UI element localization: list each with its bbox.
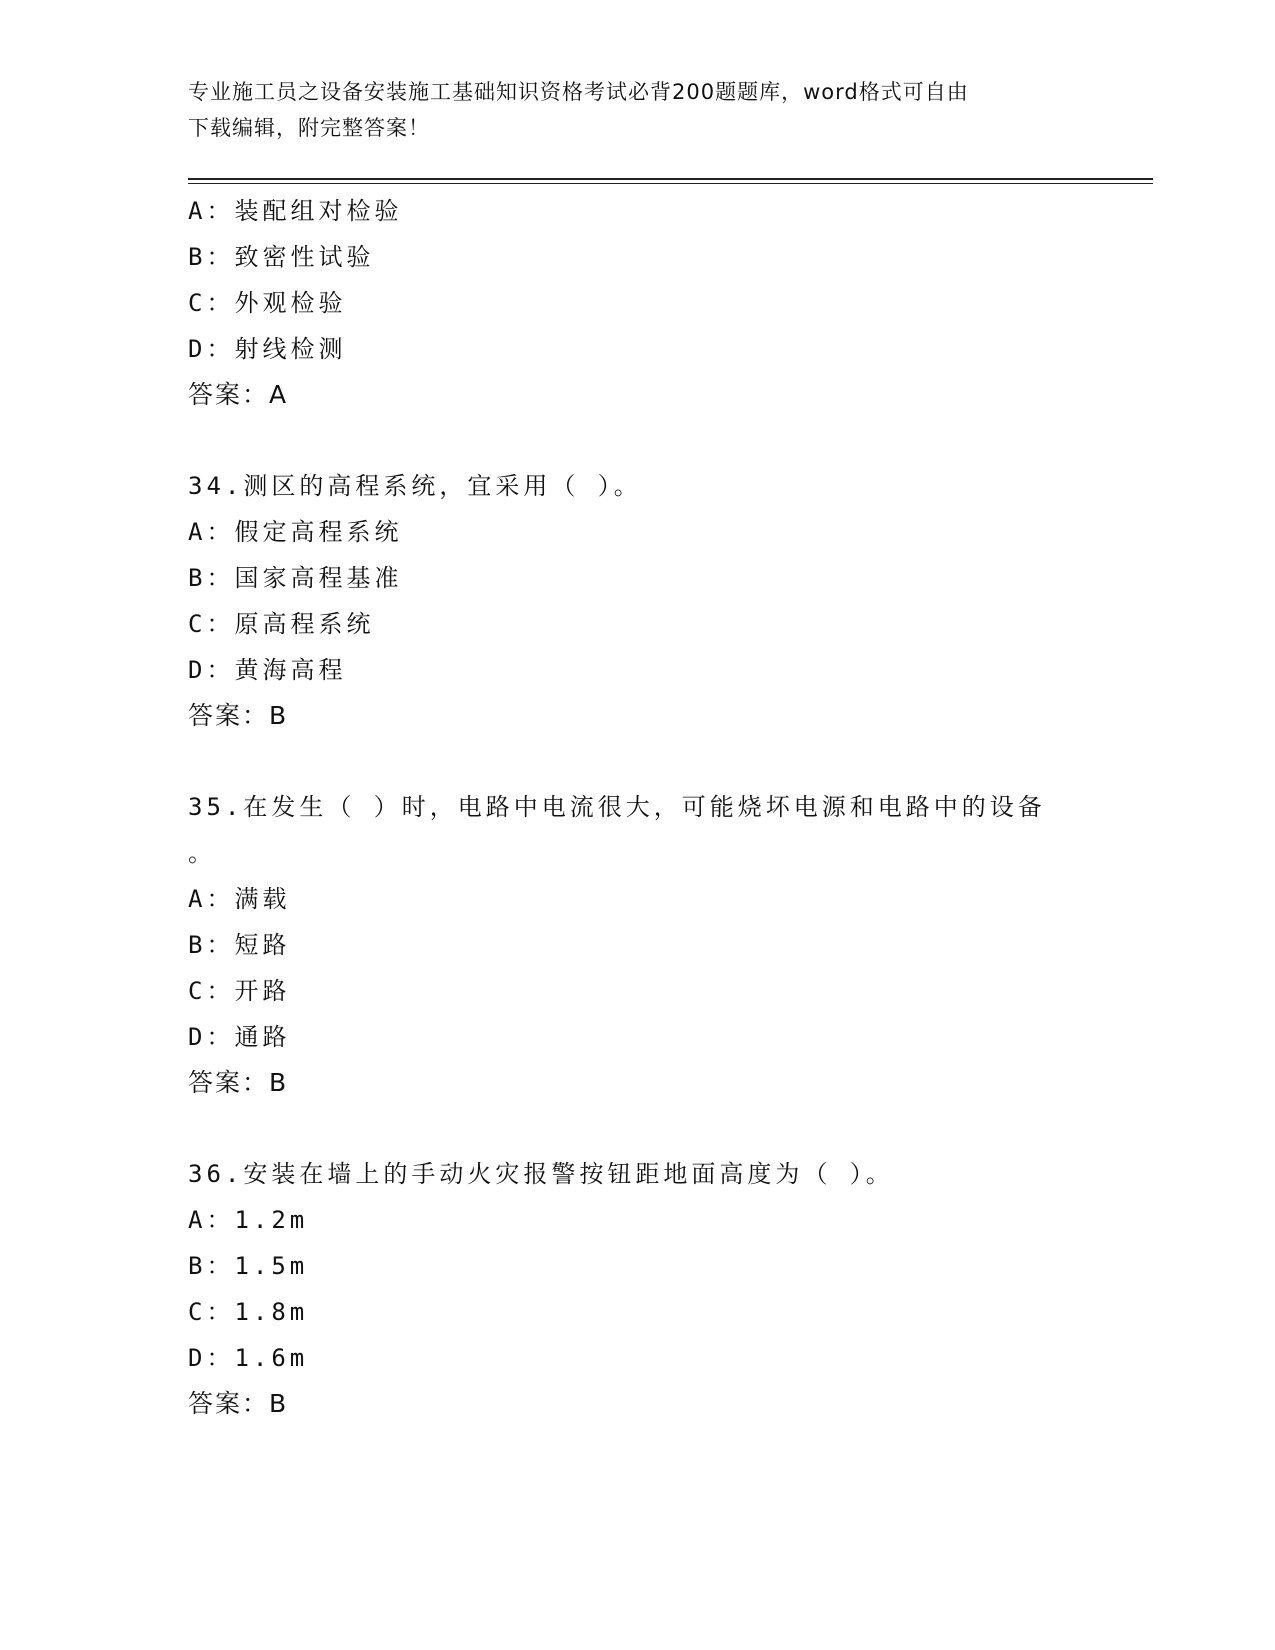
option-b: B：1.5m: [188, 1252, 309, 1280]
answer-line: 答案：B: [188, 1389, 289, 1418]
option-c: C：开路: [188, 977, 291, 1005]
option-c: C：外观检验: [188, 289, 347, 317]
option-d: D：通路: [188, 1023, 291, 1051]
option-c: C：1.8m: [188, 1298, 309, 1326]
option-d: D：射线检测: [188, 335, 347, 363]
option-a: A：满载: [188, 885, 291, 913]
header-divider-thin: [188, 183, 1153, 184]
question-block-35: [188, 784, 1148, 1106]
option-d: D：1.6m: [188, 1344, 309, 1372]
option-a: A：1.2m: [188, 1206, 309, 1234]
question-text: 36.安装在墙上的手动火灾报警按钮距地面高度为（ ）。: [188, 1160, 894, 1188]
option-a: A：装配组对检验: [188, 197, 403, 225]
option-b: B：短路: [188, 931, 291, 959]
option-b: B：致密性试验: [188, 243, 375, 271]
option-b: B：国家高程基准: [188, 564, 403, 592]
answer-line: 答案：A: [188, 380, 289, 409]
question-list: [188, 188, 1148, 1427]
question-block-36: [188, 1151, 1148, 1427]
question-text: [188, 784, 1058, 876]
header-title-line-2: 下载编辑，附完整答案！: [188, 116, 430, 140]
answer-line: 答案：B: [188, 1068, 289, 1097]
header-divider-thick: [188, 178, 1153, 180]
question-block-33: [188, 188, 1148, 418]
option-d: D：黄海高程: [188, 656, 347, 684]
question-text: 34.测区的高程系统，宜采用（ ）。: [188, 472, 642, 500]
answer-line: 答案：B: [188, 701, 289, 730]
option-c: C：原高程系统: [188, 610, 375, 638]
question-text-line-2: 。: [188, 839, 216, 867]
option-a: A：假定高程系统: [188, 518, 403, 546]
header-title-line-1: 专业施工员之设备安装施工基础知识资格考试必背200题题库，word格式可自由: [188, 80, 969, 104]
question-block-34: [188, 463, 1148, 739]
document-header: [188, 74, 1088, 146]
question-text-line-1: 35.在发生（ ）时，电路中电流很大，可能烧坏电源和电路中的设备: [188, 793, 1046, 821]
